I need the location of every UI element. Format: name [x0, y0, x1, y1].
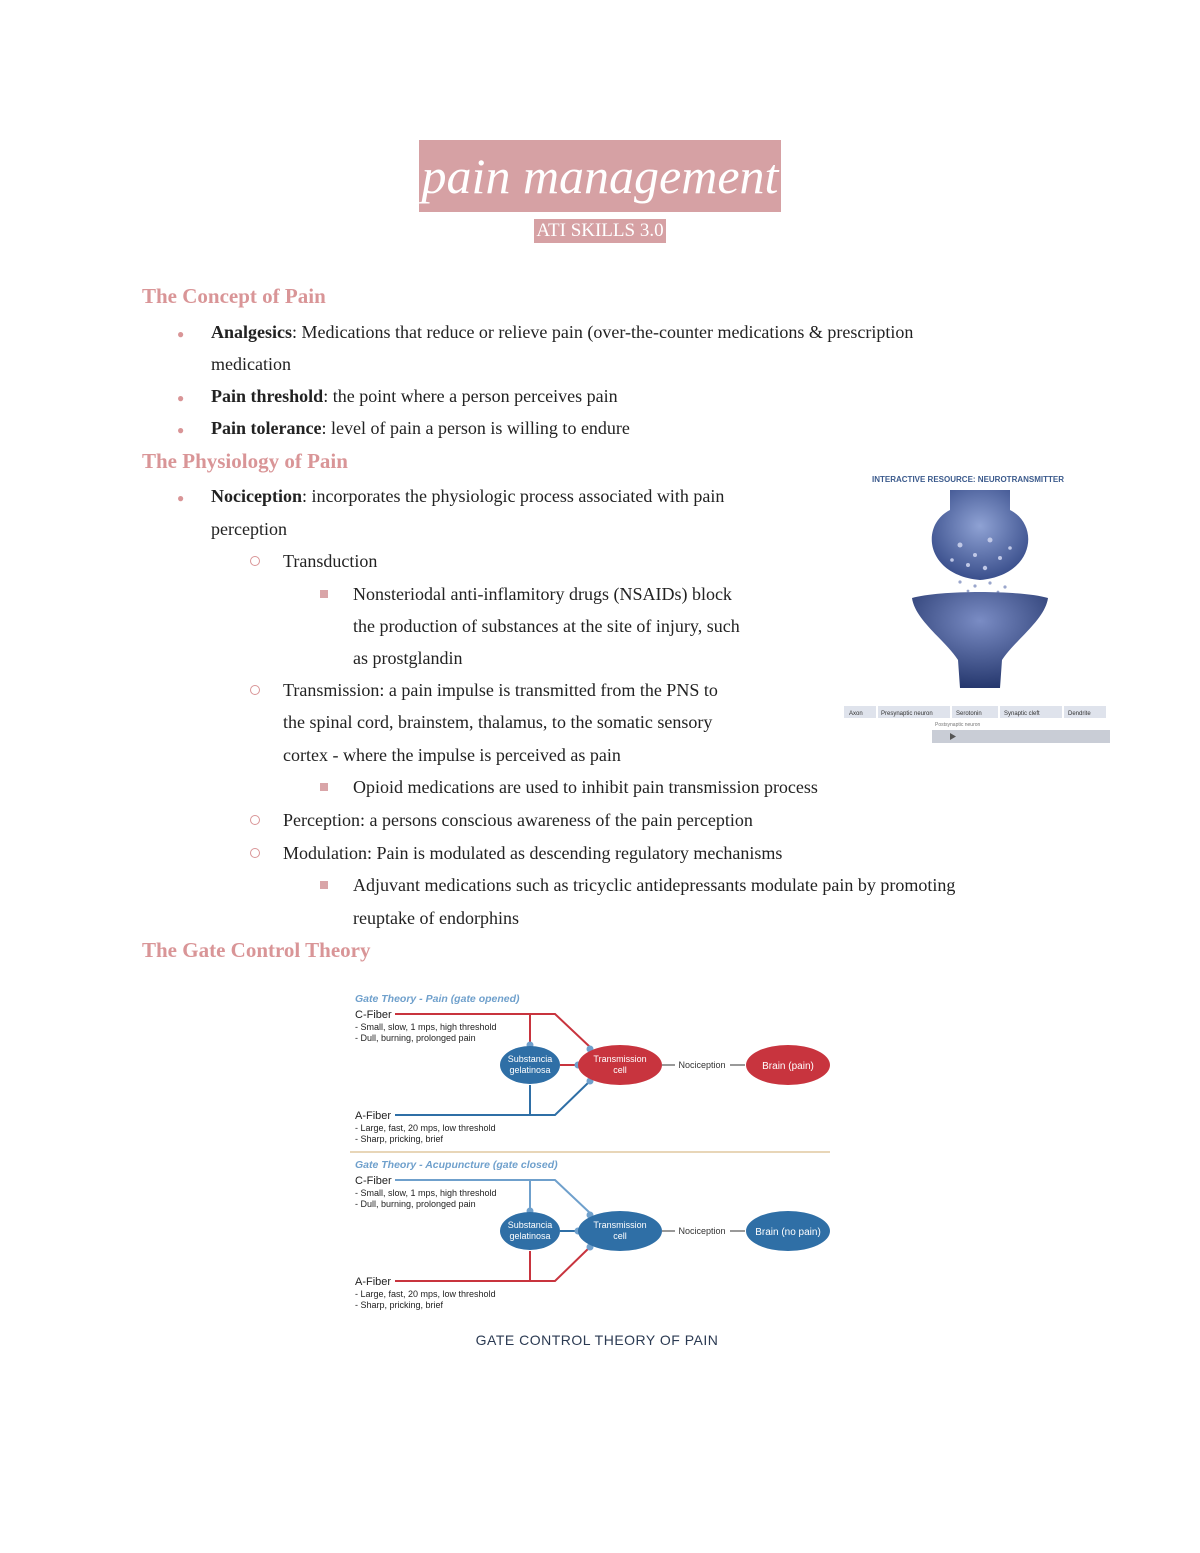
item-analgesics: Analgesics: Medications that reduce or relieve pain (over-the-counter medications & prescription	[211, 322, 914, 342]
neuro-header: INTERACTIVE RESOURCE: NEUROTRANSMITTER	[872, 475, 1065, 484]
panel1-c-line2: - Dull, burning, prolonged pain	[355, 1033, 476, 1043]
square-bullet-icon	[320, 590, 328, 598]
item-pain-threshold: Pain threshold: the point where a person perceives pain	[211, 386, 618, 406]
panel1-a-line2: - Sharp, pricking, brief	[355, 1134, 444, 1144]
item-transmission-3: cortex - where the impulse is perceived as pain	[283, 745, 621, 765]
bullet-dot-icon: ●	[177, 327, 185, 341]
item-nsaid-1: Nonsteriodal anti-inflamitory drugs (NSAIDs) block	[353, 584, 732, 604]
circle-bullet-icon	[250, 556, 260, 566]
item-transduction: Transduction	[283, 551, 378, 571]
item-pain-tolerance: Pain tolerance: level of pain a person is willing to endure	[211, 418, 630, 438]
tab-dendrite-label: Dendrite	[1068, 711, 1091, 717]
item-adjuvant-2: reuptake of endorphins	[353, 908, 519, 928]
heading-gate: The Gate Control Theory	[142, 938, 371, 962]
item-nociception: Nociception: incorporates the physiologic process associated with pain	[211, 486, 725, 506]
panel1-tc-2: cell	[613, 1065, 627, 1075]
doc-title: pain management	[419, 140, 782, 212]
panel1-tc-1: Transmission	[593, 1054, 647, 1064]
panel2-c-line2: - Dull, burning, prolonged pain	[355, 1199, 476, 1209]
bullet-dot-icon: ●	[177, 391, 185, 405]
panel1-nociception: Nociception	[678, 1060, 726, 1070]
circle-bullet-icon	[250, 815, 260, 825]
panel2-nociception: Nociception	[678, 1226, 726, 1236]
tab-presynaptic-label: Presynaptic neuron	[881, 711, 933, 717]
item-nociception-cont: perception	[211, 519, 287, 539]
item-transmission-1: Transmission: a pain impulse is transmitted from the PNS to	[283, 680, 718, 700]
square-bullet-icon	[320, 881, 328, 889]
presynaptic-neuron-shape	[932, 490, 1028, 580]
circle-bullet-icon	[250, 685, 260, 695]
panel1-sg-1: Substancia	[507, 1054, 553, 1064]
panel2-tc-1: Transmission	[593, 1220, 647, 1230]
gate-caption: GATE CONTROL THEORY OF PAIN	[475, 1332, 719, 1348]
item-opioid: Opioid medications are used to inhibit pain transmission process	[353, 777, 818, 797]
panel2-c-fiber: C-Fiber	[355, 1175, 392, 1187]
panel2-title: Gate Theory - Acupuncture (gate closed)	[355, 1159, 558, 1171]
panel2-a-fiber: A-Fiber	[355, 1276, 392, 1288]
panel1-sg-2: gelatinosa	[509, 1065, 551, 1075]
tab-synaptic-cleft-label: Synaptic cleft	[1004, 711, 1040, 717]
gate-control-figure	[340, 985, 840, 1355]
panel1-a-line1: - Large, fast, 20 mps, low threshold	[355, 1123, 496, 1133]
item-analgesics-cont: medication	[211, 354, 291, 374]
panel2-a-line1: - Large, fast, 20 mps, low threshold	[355, 1289, 496, 1299]
tab-axon-label: Axon	[849, 711, 863, 717]
media-progress-bar[interactable]	[932, 730, 1110, 743]
bullet-dot-icon: ●	[177, 491, 185, 505]
item-nsaid-2: the production of substances at the site of injury, such	[353, 616, 740, 636]
neurotransmitter-dots	[958, 580, 1006, 593]
panel1-a-fiber: A-Fiber	[355, 1110, 392, 1122]
panel1-c-fiber: C-Fiber	[355, 1009, 392, 1021]
panel2-sg-1: Substancia	[507, 1220, 553, 1230]
heading-concept: The Concept of Pain	[142, 284, 326, 308]
postsynaptic-neuron-shape	[912, 592, 1048, 688]
item-modulation: Modulation: Pain is modulated as descending regulatory mechanisms	[283, 843, 783, 863]
subtitle-block	[0, 219, 1200, 243]
panel2-tc-2: cell	[613, 1231, 627, 1241]
tab-serotonin-label: Serotonin	[956, 711, 982, 717]
panel2-a-line2: - Sharp, pricking, brief	[355, 1300, 444, 1310]
tab-extra-label: Postsynaptic neuron	[935, 722, 981, 728]
neurotransmitter-figure	[840, 470, 1115, 750]
circle-bullet-icon	[250, 848, 260, 858]
square-bullet-icon	[320, 783, 328, 791]
panel2-c-line1: - Small, slow, 1 mps, high threshold	[355, 1188, 497, 1198]
item-nsaid-3: as prostglandin	[353, 648, 463, 668]
panel1-brain-label: Brain (pain)	[762, 1061, 814, 1072]
item-transmission-2: the spinal cord, brainstem, thalamus, to the somatic sensory	[283, 712, 713, 732]
doc-subtitle: ATI SKILLS 3.0	[536, 220, 664, 241]
item-perception: Perception: a persons conscious awareness of the pain perception	[283, 810, 753, 830]
heading-physiology: The Physiology of Pain	[142, 449, 348, 473]
panel1-c-line1: - Small, slow, 1 mps, high threshold	[355, 1022, 497, 1032]
panel2-brain-label: Brain (no pain)	[755, 1227, 821, 1238]
title-block	[0, 140, 1200, 212]
panel2-sg-2: gelatinosa	[509, 1231, 551, 1241]
item-adjuvant-1: Adjuvant medications such as tricyclic antidepressants modulate pain by promoting	[353, 875, 956, 895]
bullet-dot-icon: ●	[177, 423, 185, 437]
panel1-title: Gate Theory - Pain (gate opened)	[355, 993, 520, 1005]
